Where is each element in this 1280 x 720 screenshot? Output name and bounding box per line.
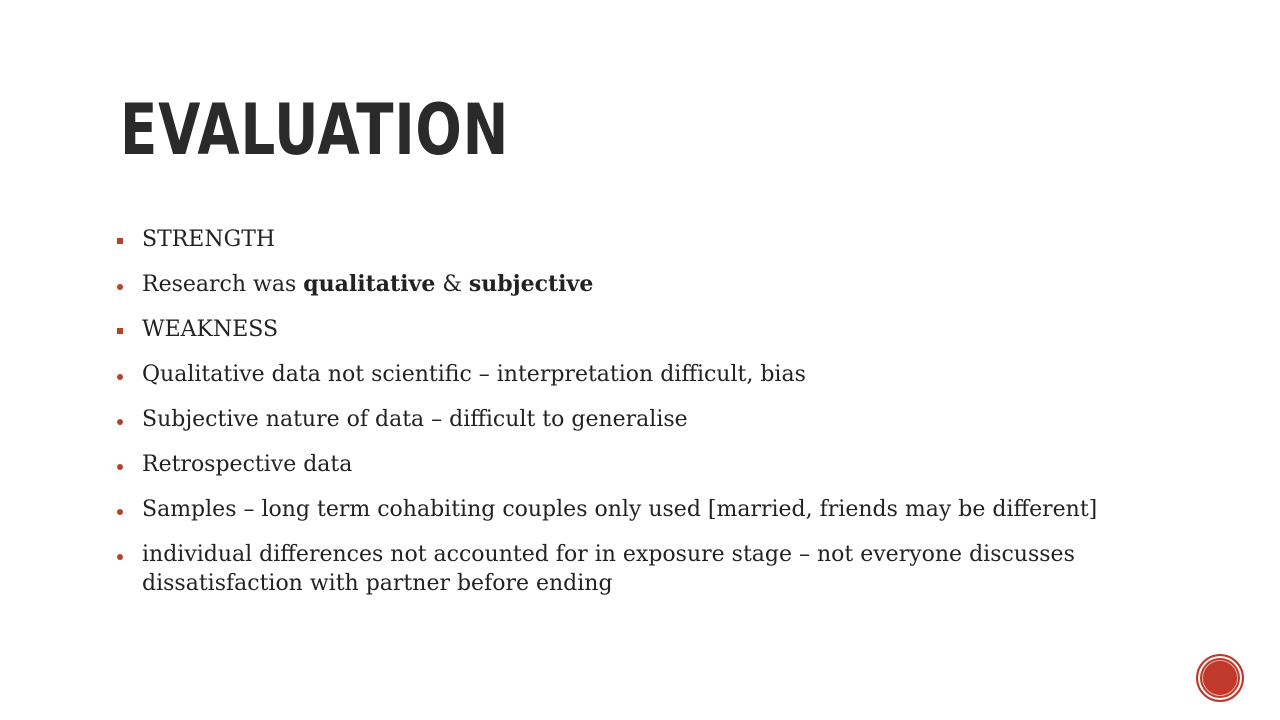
bullet-item	[113, 540, 1113, 598]
badge-ring	[1202, 660, 1238, 696]
bold-term: qualitative	[303, 271, 436, 297]
square-bullet-icon	[113, 315, 142, 344]
bullet-item	[113, 450, 1113, 479]
text-run: Retrospective data	[142, 452, 353, 477]
slide-title: EVALUATION	[120, 89, 510, 171]
bullet-item	[113, 405, 1113, 434]
bullet-text	[142, 315, 1113, 344]
bullet-item	[113, 225, 1113, 254]
bullet-item	[113, 270, 1113, 299]
text-run: &	[435, 272, 469, 297]
text-run: Research was	[142, 272, 304, 297]
text-run: individual differences not accounted for in exposure stage – not everyone discusses dissatisfaction with partner before ending	[142, 542, 1075, 596]
text-run: Subjective nature of data – difficult to generalise	[142, 407, 688, 432]
square-bullet-icon	[113, 225, 142, 254]
dot-bullet-icon	[113, 270, 142, 299]
bullet-text	[142, 540, 1113, 598]
bullet-text	[142, 450, 1113, 479]
bullet-item	[113, 495, 1113, 524]
dot-bullet-icon	[113, 450, 142, 479]
text-run: WEAKNESS	[142, 317, 279, 342]
bullet-item	[113, 360, 1113, 389]
page-number-badge	[1196, 654, 1244, 702]
text-run: Samples – long term cohabiting couples only used [married, friends may be different]	[142, 497, 1098, 522]
bullet-text	[142, 360, 1113, 389]
bullet-text	[142, 225, 1113, 254]
dot-bullet-icon	[113, 540, 142, 569]
text-run: STRENGTH	[142, 227, 276, 252]
dot-bullet-icon	[113, 360, 142, 389]
bullet-text	[142, 405, 1113, 434]
bold-term: subjective	[468, 271, 594, 297]
bullet-item	[113, 315, 1113, 344]
bullet-text	[142, 270, 1113, 299]
bullet-list	[113, 225, 1113, 614]
text-run: Qualitative data not scientific – interpretation difficult, bias	[142, 362, 806, 387]
dot-bullet-icon	[113, 495, 142, 524]
dot-bullet-icon	[113, 405, 142, 434]
bullet-text	[142, 495, 1113, 524]
